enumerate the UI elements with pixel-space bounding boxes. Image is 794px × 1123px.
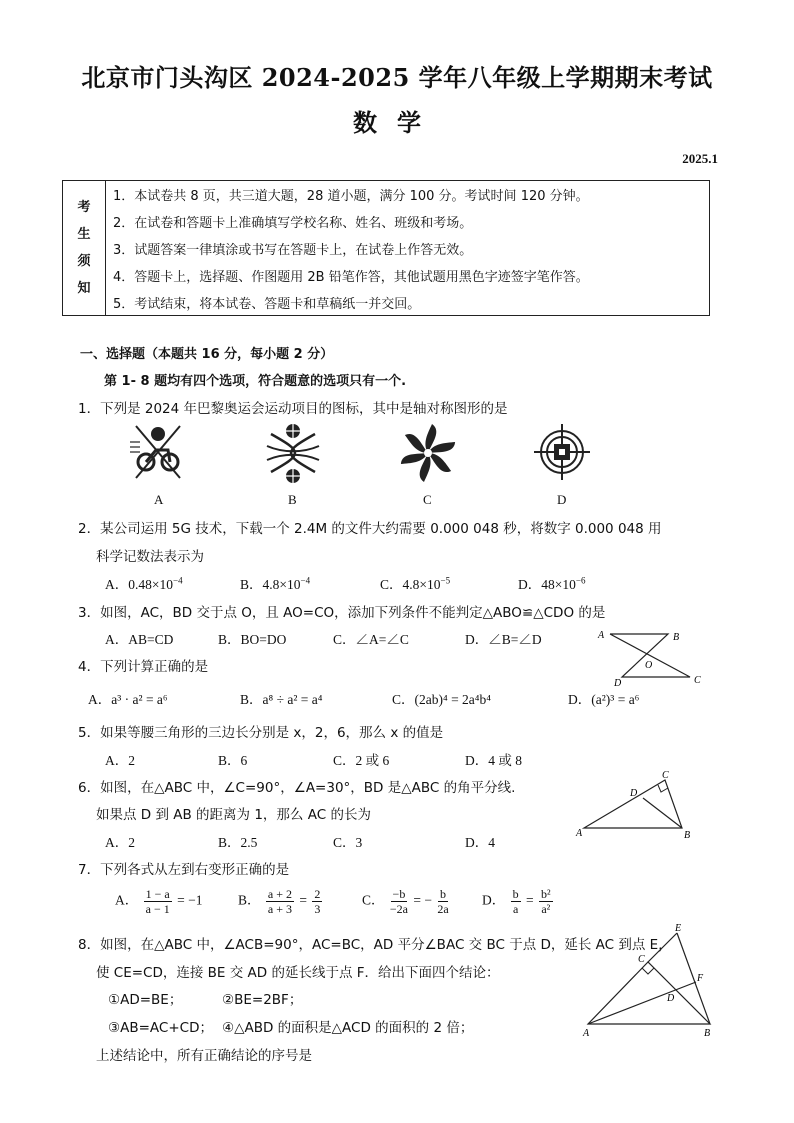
question-6-line2: 如果点 D 到 AB 的距离为 1，那么 AC 的长为 — [96, 807, 371, 823]
question-7-text: 7．下列各式从左到右变形正确的是 — [78, 862, 290, 878]
q2-option-d: D．$48\times 10^{-6}$ — [518, 575, 586, 592]
question-1-text: 1．下列是 2024 年巴黎奥运会运动项目的图标，其中是轴对称图形的是 — [78, 401, 508, 417]
q6-option-a: A．2 — [105, 835, 135, 850]
q8-point-label: E — [675, 923, 682, 934]
section-instruction: 第 1- 8 题均有四个选项，符合题意的选项只有一个. — [104, 374, 407, 389]
q8-conclusion-3: ③AB=AC+CD； — [108, 1020, 213, 1036]
notice-item: 2．在试卷和答题卡上准确填写学校名称、姓名、班级和考场。 — [113, 216, 473, 231]
q8-point-label: F — [697, 973, 704, 984]
q8-point-label: B — [704, 1028, 711, 1039]
question-2-line2: 科学记数法表示为 — [96, 549, 204, 565]
q6-figure — [574, 766, 698, 842]
q2-option-b: B．$4.8\times 10^{-4}$ — [240, 575, 311, 592]
q6-point-label: D — [630, 788, 638, 799]
exam-notice-box — [62, 180, 710, 316]
q1-option-label: D — [557, 492, 567, 507]
notice-item: 5．考试结束，将本试卷、答题卡和草稿纸一并交回。 — [113, 297, 421, 312]
q4-option-d: D．(a²)³ = a⁶ — [568, 692, 640, 707]
notice-side-char: 知 — [77, 281, 91, 296]
notice-item: 3．试题答案一律填涂或书写在答题卡上，在试卷上作答无效。 — [113, 243, 473, 258]
q1-option-label: C — [423, 492, 432, 507]
q8-point-label: D — [667, 993, 675, 1004]
q5-option-a: A．2 — [105, 753, 135, 768]
notice-side-char: 须 — [77, 254, 91, 269]
question-8-last-line: 上述结论中，所有正确结论的序号是 — [96, 1048, 312, 1064]
question-3-text: 3．如图，AC，BD 交于点 O，且 AO=CO，添加下列条件不能判定△ABO≌△CDO 的是 — [78, 605, 606, 621]
q3-point-label: O — [645, 660, 653, 671]
pinwheel-icon — [397, 422, 459, 484]
question-5-text: 5．如果等腰三角形的三边长分别是 x，2，6，那么 x 的值是 — [78, 725, 444, 741]
q7-option-a: A． $\frac{1 - a}{a - 1}$ = −1 — [115, 887, 203, 916]
q6-option-d: D．4 — [465, 835, 495, 850]
q3-point-label: D — [614, 678, 622, 688]
notice-items — [113, 183, 589, 318]
q2-option-a: A．$0.48\times 10^{-4}$ — [105, 575, 183, 592]
q2-option-c: C．$4.8\times 10^{-5}$ — [380, 575, 451, 592]
basketball-icon — [263, 422, 323, 484]
q6-option-c: C．3 — [333, 835, 363, 850]
q8-point-label: A — [583, 1028, 590, 1039]
q8-conclusion-2: ②BE=2BF； — [222, 992, 303, 1008]
q3-option-b: B．BO=DO — [218, 632, 287, 647]
q8-conclusion-1: ①AD=BE； — [108, 992, 183, 1008]
question-2-line1: 2．某公司运用 5G 技术，下载一个 2.4M 的文件大约需要 0.000 048 秒，将数字 0.000 048 用 — [78, 521, 662, 537]
question-8-line1: 8．如图，在△ABC 中，∠ACB=90°，AC=BC，AD 平分∠BAC 交 BC 于点 D，延长 AC 到点 E， — [78, 937, 672, 953]
q4-option-c: C．(2ab)⁴ = 2a⁴b⁴ — [392, 692, 491, 707]
target-icon — [532, 422, 592, 482]
q3-option-d: D．∠B=∠D — [465, 632, 542, 647]
q8-point-label: C — [638, 954, 645, 965]
q4-option-b: B．a⁸ ÷ a² = a⁴ — [240, 692, 323, 707]
q7-option-d: D． $\frac{b}{a}$ = $\frac{\text{b²}}{\text{a²}}$ — [482, 887, 551, 916]
q4-option-a: A．a³ · a² = a⁶ — [88, 692, 168, 707]
cycling-icon — [128, 422, 188, 482]
subject-title: 数学 — [353, 108, 441, 137]
question-4-text: 4．下列计算正确的是 — [78, 659, 209, 675]
q6-point-label: A — [576, 828, 583, 839]
q5-option-b: B．6 — [218, 753, 248, 768]
notice-item: 1．本试卷共 8 页，共三道大题，28 道小题，满分 100 分。考试时间 120 分钟。 — [113, 189, 589, 204]
q5-option-c: C．2 或 6 — [333, 753, 390, 768]
q5-option-d: D．4 或 8 — [465, 753, 522, 768]
exam-date: 2025.1 — [682, 151, 718, 166]
q7-option-c: C． $\frac{-b}{-2a}$ = − $\frac{b}{2a}$ — [362, 887, 449, 916]
q6-option-b: B．2.5 — [218, 835, 258, 850]
q3-figure — [596, 626, 708, 688]
q1-option-label: A — [154, 492, 164, 507]
notice-side-char: 生 — [77, 227, 91, 242]
q6-point-label: C — [662, 770, 669, 781]
q8-figure — [578, 920, 718, 1042]
q3-point-label: A — [598, 630, 605, 641]
q7-option-b: B． $\frac{a + 2}{a + 3}$ = $\frac{2}{3}$ — [238, 887, 321, 916]
q3-point-label: C — [694, 675, 701, 686]
q3-option-c: C．∠A=∠C — [333, 632, 409, 647]
notice-item: 4．答题卡上，选择题、作图题用 2B 铅笔作答，其他试题用黑色字迹签字笔作答。 — [113, 270, 589, 285]
notice-side-label — [63, 181, 106, 315]
notice-side-char: 考 — [77, 200, 91, 215]
q3-point-label: B — [673, 632, 680, 643]
q3-option-a: A．AB=CD — [105, 632, 174, 647]
section-heading: 一、选择题（本题共 16 分，每小题 2 分） — [80, 347, 334, 362]
exam-title: 北京市门头沟区 2024-2025 学年八年级上学期期末考试 — [81, 63, 713, 92]
q1-option-label: B — [288, 492, 297, 507]
q6-point-label: B — [684, 830, 691, 841]
question-6-line1: 6．如图，在△ABC 中，∠C=90°，∠A=30°，BD 是△ABC 的角平分线. — [78, 780, 516, 796]
q8-conclusion-4: ④△ABD 的面积是△ACD 的面积的 2 倍； — [222, 1020, 474, 1036]
question-8-line2: 使 CE=CD，连接 BE 交 AD 的延长线于点 F．给出下面四个结论： — [96, 965, 500, 981]
